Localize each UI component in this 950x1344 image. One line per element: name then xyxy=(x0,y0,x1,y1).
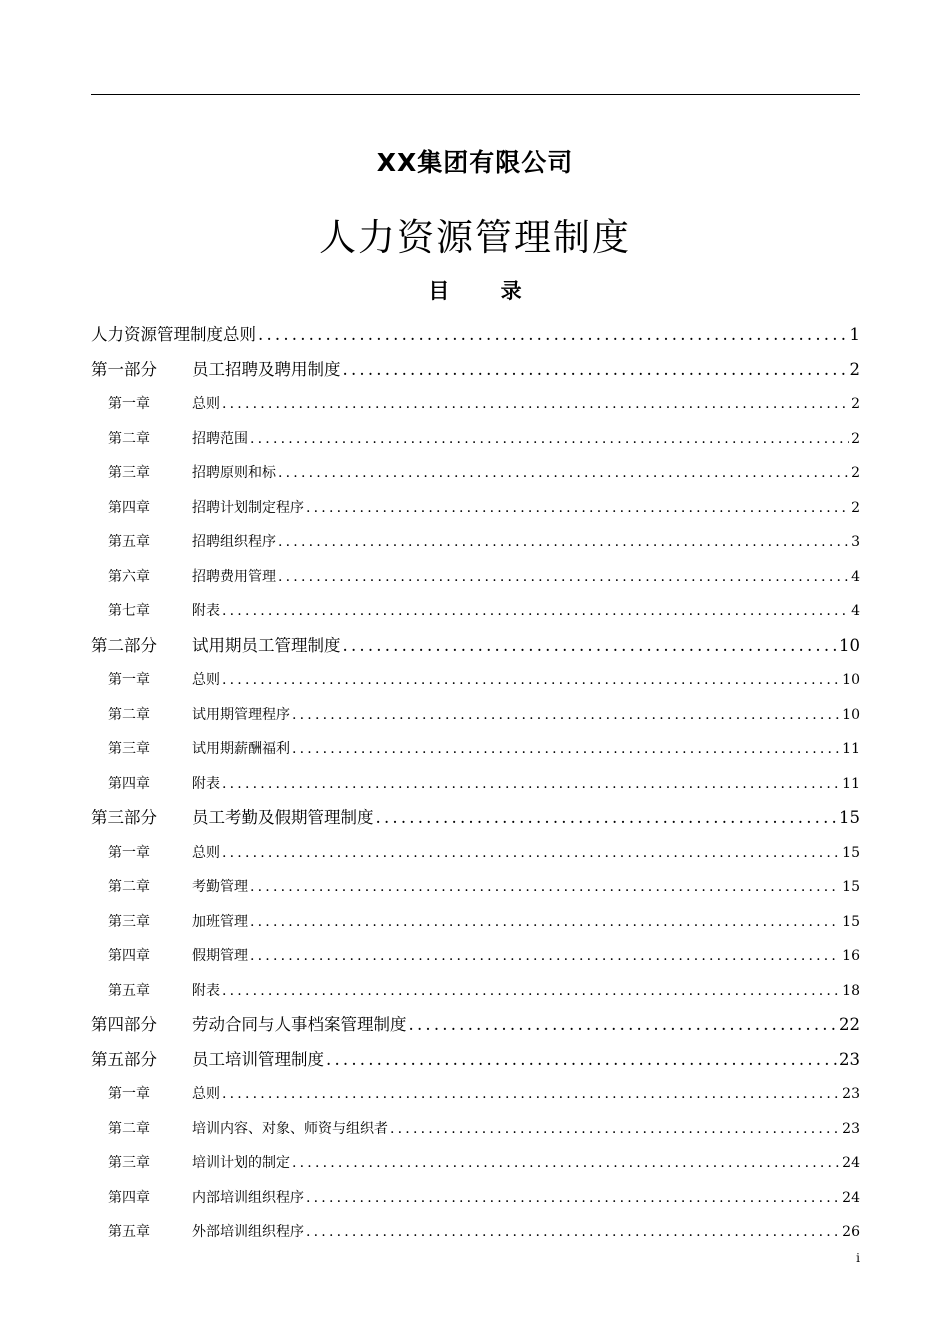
toc-entry-number: 第三章 xyxy=(108,741,150,757)
toc-entry-title: 内部培训组织程序 xyxy=(192,1189,304,1206)
toc-dot-leader xyxy=(292,698,840,733)
toc-chapter-entry[interactable] xyxy=(91,663,860,698)
toc-entry-title: 培训计划的制定 xyxy=(192,1155,290,1171)
table-of-contents xyxy=(91,318,860,1250)
toc-dot-leader xyxy=(222,387,849,422)
toc-chapter-entry[interactable] xyxy=(91,1077,860,1112)
toc-entry-title: 劳动合同与人事档案管理制度 xyxy=(192,1015,407,1034)
toc-entry-page: 18 xyxy=(842,982,860,999)
toc-dot-leader xyxy=(278,525,849,560)
toc-chapter-entry[interactable] xyxy=(91,905,860,940)
toc-entry-title: 总则 xyxy=(192,1086,220,1102)
toc-chapter-entry[interactable] xyxy=(91,836,860,871)
toc-entry-page: 11 xyxy=(842,741,860,757)
toc-chapter-entry[interactable] xyxy=(91,491,860,526)
toc-entry-number: 第二部分 xyxy=(91,635,157,655)
toc-entry-title: 附表 xyxy=(192,775,220,792)
toc-entry-number: 第二章 xyxy=(108,1120,150,1137)
toc-entry-page: 2 xyxy=(849,359,860,379)
header-rule xyxy=(91,94,860,95)
toc-entry-title: 员工培训管理制度 xyxy=(192,1049,324,1069)
toc-entry-number: 第一部分 xyxy=(91,359,157,379)
toc-dot-leader xyxy=(326,1043,837,1078)
toc-dot-leader xyxy=(278,456,849,491)
toc-entry-page: 15 xyxy=(842,913,860,930)
toc-entry-page: 15 xyxy=(839,808,860,827)
toc-entry-number: 第一章 xyxy=(108,844,150,861)
toc-dot-leader xyxy=(222,974,840,1009)
toc-dot-leader xyxy=(292,732,840,767)
toc-entry-title: 试用期管理程序 xyxy=(192,706,290,723)
toc-dot-leader xyxy=(306,1215,840,1250)
toc-entry-title: 总则 xyxy=(192,396,220,412)
toc-entry-title: 总则 xyxy=(192,844,220,861)
toc-entry-page: 26 xyxy=(842,1224,860,1240)
toc-dot-leader xyxy=(222,594,849,629)
toc-dot-leader xyxy=(306,1181,840,1216)
toc-entry-page: 22 xyxy=(839,1015,860,1034)
toc-entry-page: 11 xyxy=(842,775,860,792)
toc-entry-number: 第四章 xyxy=(108,499,150,516)
toc-entry-title: 试用期员工管理制度 xyxy=(192,635,341,655)
toc-entry-title: 招聘费用管理 xyxy=(192,568,276,585)
toc-entry-page: 2 xyxy=(851,430,860,447)
toc-entry-number: 第一章 xyxy=(108,396,150,412)
toc-chapter-entry[interactable] xyxy=(91,767,860,802)
toc-part-entry[interactable] xyxy=(91,1008,860,1043)
toc-entry-page: 15 xyxy=(842,879,860,895)
toc-dot-leader xyxy=(250,422,849,457)
toc-dot-leader xyxy=(343,629,838,664)
toc-chapter-entry[interactable] xyxy=(91,525,860,560)
toc-entry-number: 第四章 xyxy=(108,1189,150,1206)
toc-chapter-entry[interactable] xyxy=(91,939,860,974)
toc-entry-title: 附表 xyxy=(192,982,220,999)
toc-entry-number: 第六章 xyxy=(108,568,150,585)
toc-entry-page: 3 xyxy=(851,534,860,550)
toc-entry-number: 第二章 xyxy=(108,706,150,723)
toc-dot-leader xyxy=(222,767,840,802)
toc-chapter-entry[interactable] xyxy=(91,732,860,767)
toc-entry-page: 23 xyxy=(842,1086,860,1102)
toc-entry-title: 招聘组织程序 xyxy=(192,534,276,550)
toc-dot-leader xyxy=(409,1008,838,1043)
toc-part-entry[interactable] xyxy=(91,318,860,353)
toc-entry-number: 第五章 xyxy=(108,534,150,550)
toc-dot-leader xyxy=(306,491,849,526)
toc-dot-leader xyxy=(390,1112,840,1147)
toc-entry-page: 10 xyxy=(842,672,860,688)
toc-entry-title: 招聘计划制定程序 xyxy=(192,499,304,516)
toc-entry-number: 第五章 xyxy=(108,982,150,999)
toc-dot-leader xyxy=(250,870,840,905)
toc-dot-leader xyxy=(250,939,840,974)
toc-chapter-entry[interactable] xyxy=(91,387,860,422)
toc-entry-page: 10 xyxy=(839,635,860,655)
toc-entry-number: 第五部分 xyxy=(91,1049,157,1069)
toc-dot-leader xyxy=(343,353,848,388)
toc-entry-number: 第二章 xyxy=(108,430,150,447)
toc-entry-number: 第四章 xyxy=(108,775,150,792)
toc-entry-page: 24 xyxy=(842,1189,860,1206)
toc-part-entry[interactable] xyxy=(91,629,860,664)
toc-entry-page: 23 xyxy=(842,1120,860,1137)
toc-entry-number: 第四章 xyxy=(108,948,150,964)
toc-entry-title: 员工考勤及假期管理制度 xyxy=(192,808,374,827)
toc-entry-page: 24 xyxy=(842,1155,860,1171)
document-title: 人力资源管理制度 xyxy=(319,216,631,259)
toc-entry-title: 试用期薪酬福利 xyxy=(192,741,290,757)
toc-dot-leader xyxy=(222,663,840,698)
toc-chapter-entry[interactable] xyxy=(91,422,860,457)
page-number: i xyxy=(856,1251,860,1265)
toc-entry-title: 外部培训组织程序 xyxy=(192,1224,304,1240)
toc-chapter-entry[interactable] xyxy=(91,1181,860,1216)
toc-entry-title: 招聘原则和标 xyxy=(192,465,276,481)
toc-entry-page: 2 xyxy=(851,396,860,412)
toc-dot-leader xyxy=(292,1146,840,1181)
toc-entry-number: 第三部分 xyxy=(91,808,157,827)
toc-entry-title: 人力资源管理制度总则 xyxy=(91,325,256,344)
toc-chapter-entry[interactable] xyxy=(91,974,860,1009)
toc-entry-page: 16 xyxy=(842,948,860,964)
toc-entry-number: 第七章 xyxy=(108,603,150,619)
toc-chapter-entry[interactable] xyxy=(91,870,860,905)
toc-entry-title: 考勤管理 xyxy=(192,879,248,895)
toc-entry-title: 附表 xyxy=(192,603,220,619)
toc-dot-leader xyxy=(376,801,838,836)
toc-entry-number: 第一章 xyxy=(108,1086,150,1102)
toc-entry-title: 加班管理 xyxy=(192,913,248,930)
toc-dot-leader xyxy=(250,905,840,940)
toc-entry-page: 15 xyxy=(842,844,860,861)
toc-entry-page: 4 xyxy=(851,568,860,585)
toc-entry-page: 4 xyxy=(851,603,860,619)
toc-entry-number: 第三章 xyxy=(108,913,150,930)
toc-heading: 目 录 xyxy=(428,279,544,303)
toc-entry-title: 培训内容、对象、师资与组织者 xyxy=(192,1120,388,1137)
toc-entry-title: 假期管理 xyxy=(192,948,248,964)
toc-entry-number: 第三章 xyxy=(108,465,150,481)
toc-chapter-entry[interactable] xyxy=(91,594,860,629)
toc-chapter-entry[interactable] xyxy=(91,1112,860,1147)
toc-entry-page: 2 xyxy=(851,465,860,481)
toc-entry-page: 23 xyxy=(839,1049,860,1069)
toc-part-entry[interactable] xyxy=(91,801,860,836)
company-name: XX集团有限公司 xyxy=(376,148,574,177)
toc-chapter-entry[interactable] xyxy=(91,456,860,491)
toc-part-entry[interactable] xyxy=(91,1043,860,1078)
toc-entry-page: 2 xyxy=(851,499,860,516)
toc-entry-number: 第一章 xyxy=(108,672,150,688)
toc-entry-number: 第二章 xyxy=(108,879,150,895)
toc-dot-leader xyxy=(222,1077,840,1112)
toc-chapter-entry[interactable] xyxy=(91,698,860,733)
toc-entry-title: 招聘范围 xyxy=(192,430,248,447)
toc-entry-page: 10 xyxy=(842,706,860,723)
toc-chapter-entry[interactable] xyxy=(91,1146,860,1181)
toc-chapter-entry[interactable] xyxy=(91,560,860,595)
toc-dot-leader xyxy=(278,560,849,595)
toc-entry-title: 员工招聘及聘用制度 xyxy=(192,359,341,379)
toc-dot-leader xyxy=(258,318,848,353)
toc-chapter-entry[interactable] xyxy=(91,1215,860,1250)
toc-entry-number: 第五章 xyxy=(108,1224,150,1240)
toc-dot-leader xyxy=(222,836,840,871)
toc-entry-number: 第四部分 xyxy=(91,1015,157,1034)
toc-part-entry[interactable] xyxy=(91,353,860,388)
toc-entry-number: 第三章 xyxy=(108,1155,150,1171)
toc-entry-page: 1 xyxy=(849,325,860,344)
toc-entry-title: 总则 xyxy=(192,672,220,688)
